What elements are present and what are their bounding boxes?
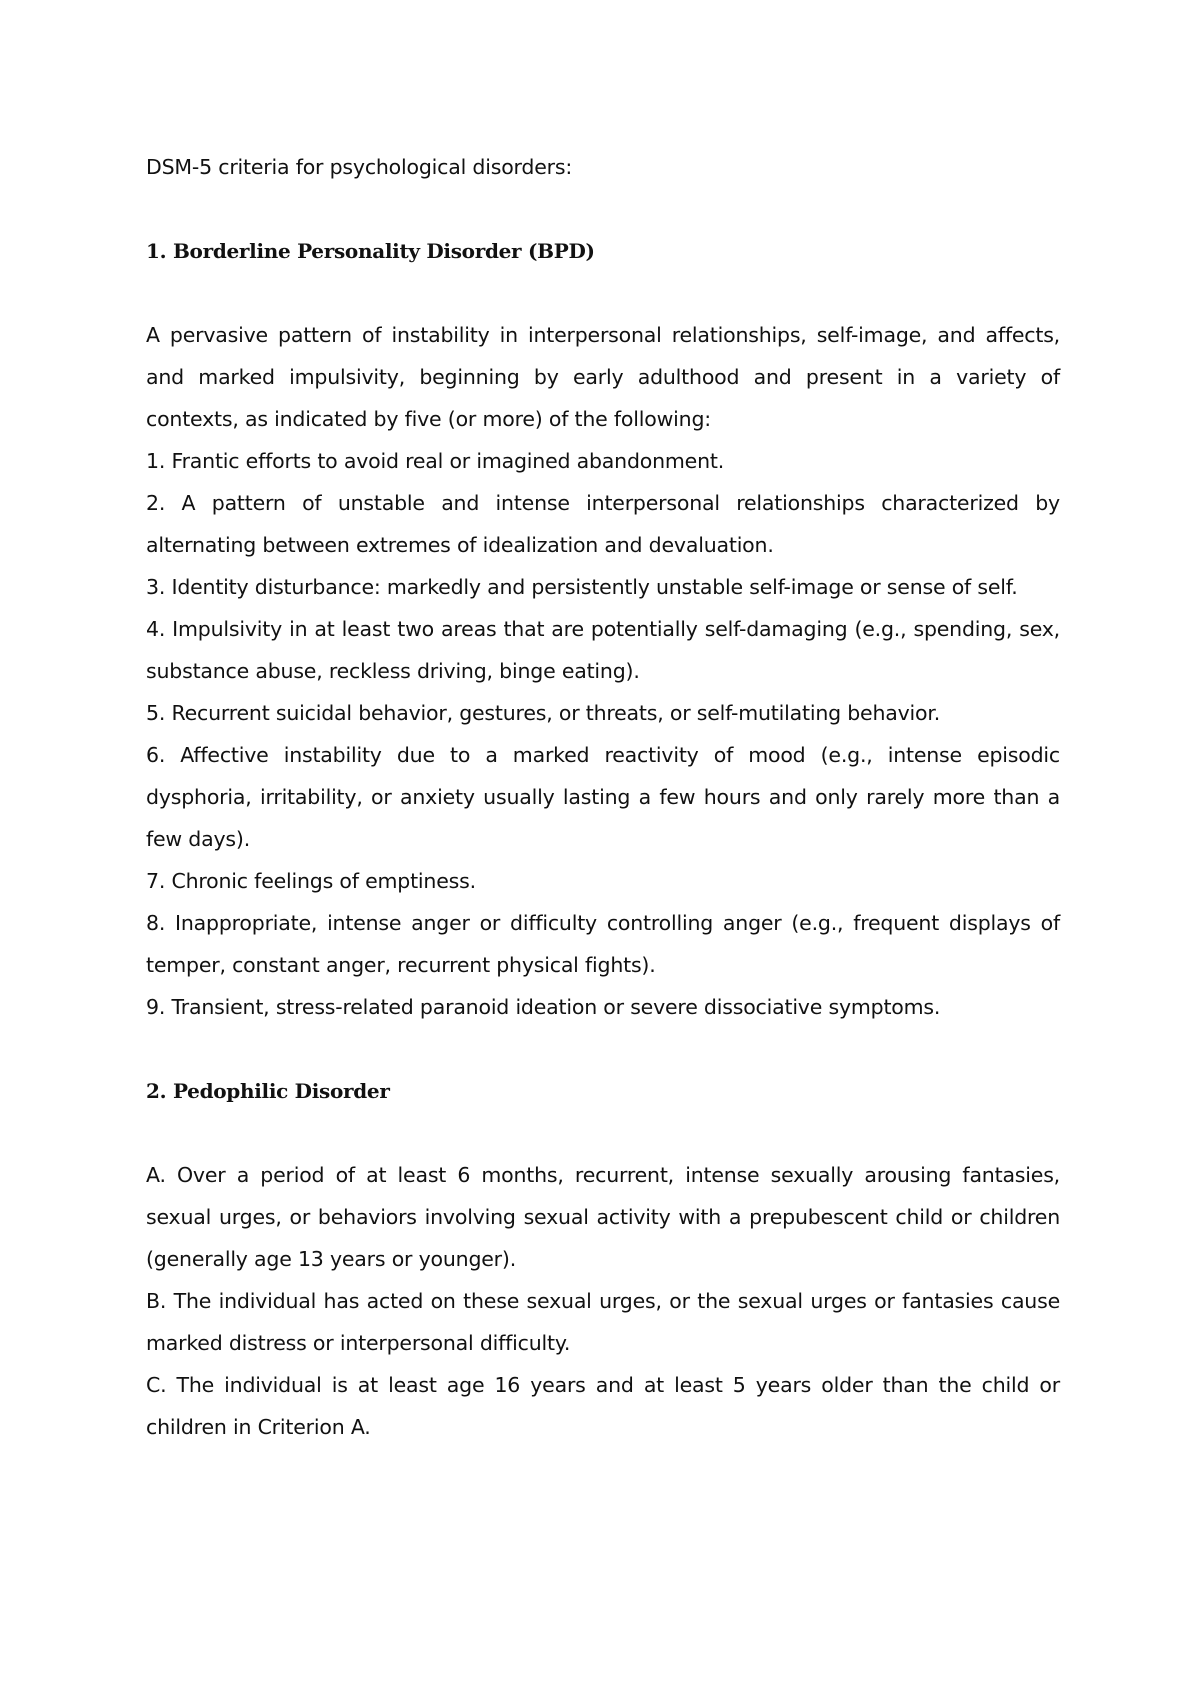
section-intro: A pervasive pattern of instability in interpersonal relationships, self-image, and affects, and marked impulsivity, beginning by early adulthood and present in a variety of contexts, as indicated by five (or more) of the following:	[146, 323, 1060, 431]
criterion-item: 5. Recurrent suicidal behavior, gestures, or threats, or self-mutilating behavior.	[146, 701, 941, 725]
criterion-item: 3. Identity disturbance: markedly and persistently unstable self-image or sense of self.	[146, 575, 1018, 599]
section-spacer	[146, 1028, 1060, 1070]
criterion-item: 2. A pattern of unstable and intense interpersonal relationships characterized by alternating between extremes of idealization and devaluation.	[146, 491, 1060, 557]
criterion-item: 1. Frantic efforts to avoid real or imagined abandonment.	[146, 449, 725, 473]
criterion-item: 9. Transient, stress-related paranoid ideation or severe dissociative symptoms.	[146, 995, 941, 1019]
criterion-item: A. Over a period of at least 6 months, recurrent, intense sexually arousing fantasies, sexual urges, or behaviors involving sexual activity with a prepubescent child or children (generally age 13 years or younger).	[146, 1163, 1060, 1271]
document-body	[146, 146, 1060, 1448]
criterion-item: 7. Chronic feelings of emptiness.	[146, 869, 476, 893]
criterion-item: C. The individual is at least age 16 years and at least 5 years older than the child or children in Criterion A.	[146, 1373, 1060, 1439]
criterion-item: 8. Inappropriate, intense anger or difficulty controlling anger (e.g., frequent displays of temper, constant anger, recurrent physical fights).	[146, 911, 1060, 977]
section-pedophilic	[146, 1070, 1060, 1448]
criterion-item: 4. Impulsivity in at least two areas that are potentially self-damaging (e.g., spending, sex, substance abuse, reckless driving, binge eating).	[146, 617, 1060, 683]
criteria-list	[146, 1154, 1060, 1448]
criterion-item: B. The individual has acted on these sexual urges, or the sexual urges or fantasies cause marked distress or interpersonal difficulty.	[146, 1289, 1060, 1355]
criteria-list	[146, 440, 1060, 1028]
section-bpd	[146, 230, 1060, 1028]
criterion-item: 6. Affective instability due to a marked reactivity of mood (e.g., intense episodic dysphoria, irritability, or anxiety usually lasting a few hours and only rarely more than a few days).	[146, 743, 1060, 851]
document-title: DSM-5 criteria for psychological disorders:	[146, 155, 573, 179]
section-heading: 1. Borderline Personality Disorder (BPD)	[146, 239, 595, 263]
section-heading: 2. Pedophilic Disorder	[146, 1079, 390, 1103]
